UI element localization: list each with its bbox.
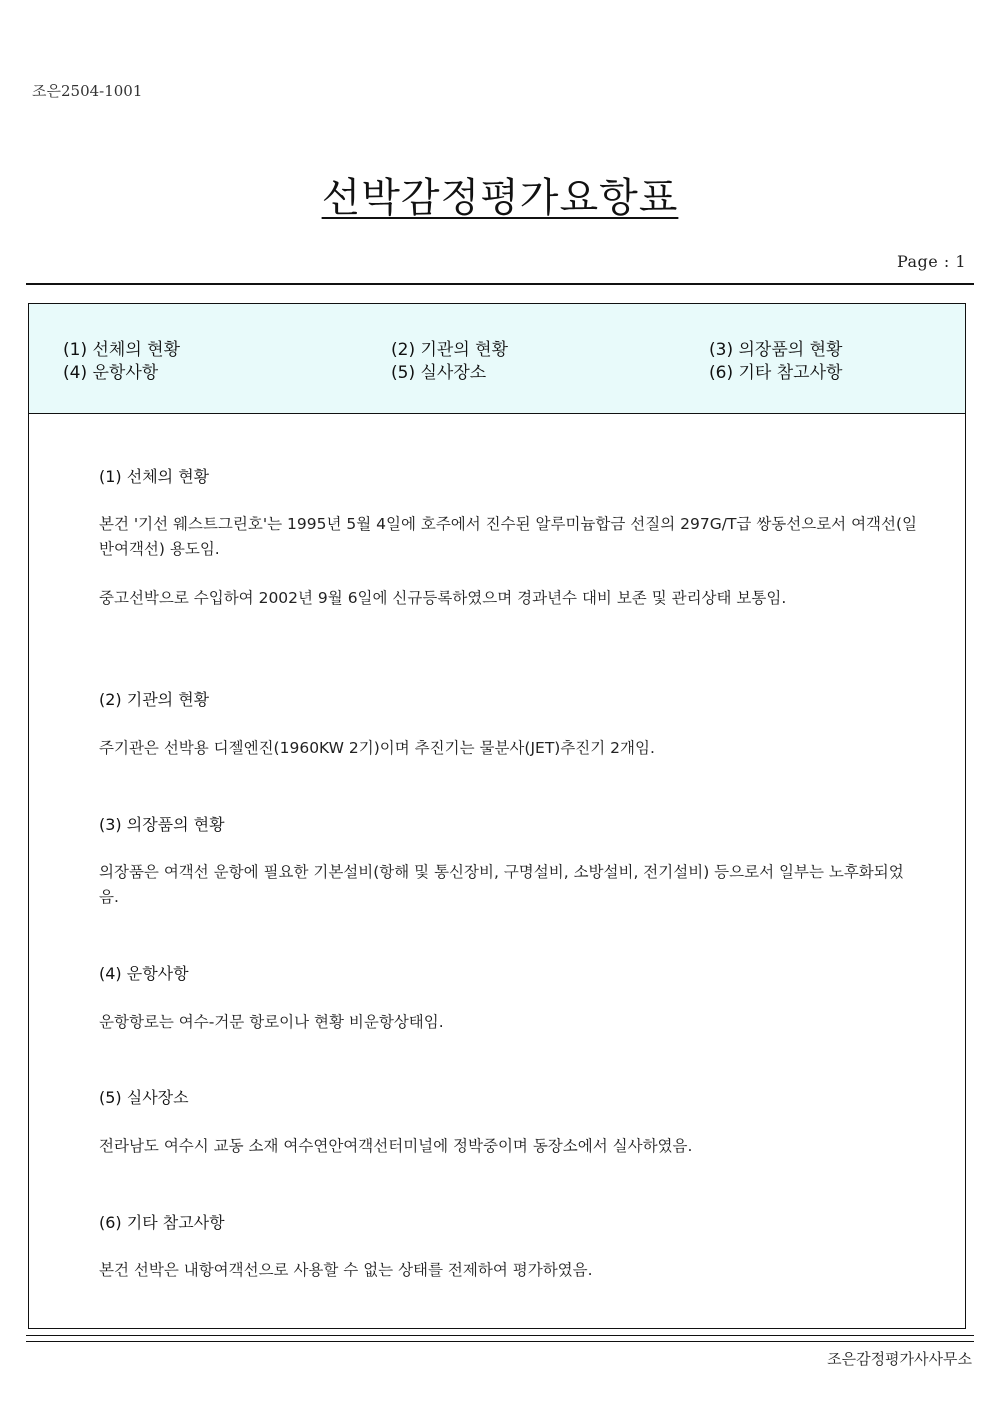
page-indicator: Page : 1 bbox=[896, 252, 966, 271]
toc-item-other-notes: (6) 기타 참고사항 bbox=[709, 363, 843, 383]
footer-divider-top bbox=[26, 1335, 974, 1336]
toc-item-engine: (2) 기관의 현황 bbox=[391, 340, 508, 360]
section-heading-other-notes: (6) 기타 참고사항 bbox=[99, 1213, 225, 1232]
header-divider bbox=[26, 283, 974, 285]
content-frame bbox=[28, 303, 966, 1329]
section-paragraph-hull-1: 본건 '기선 웨스트그린호'는 1995년 5월 4일에 호주에서 진수된 알루미늄합금 선질의 297G/T급 쌍동선으로서 여객선(일반여객선) 용도임. bbox=[99, 515, 918, 558]
toc-item-operation: (4) 운항사항 bbox=[63, 363, 159, 383]
section-paragraph-hull-2: 중고선박으로 수입하여 2002년 9월 6일에 신규등록하였으며 경과년수 대비 보존 및 관리상태 보통임. bbox=[99, 589, 787, 607]
toc-item-hull: (1) 선체의 현황 bbox=[63, 340, 180, 360]
section-paragraph-engine: 주기관은 선박용 디젤엔진(1960KW 2기)이며 추진기는 물분사(JET)추진기 2개임. bbox=[99, 739, 655, 757]
section-heading-inspection-site: (5) 실사장소 bbox=[99, 1088, 189, 1107]
section-paragraph-inspection-site: 전라남도 여수시 교동 소재 여수연안여객선터미널에 정박중이며 동장소에서 실사하였음. bbox=[99, 1137, 693, 1155]
section-paragraph-other-notes: 본건 선박은 내항여객선으로 사용할 수 없는 상태를 전제하여 평가하였음. bbox=[99, 1261, 593, 1279]
section-heading-engine: (2) 기관의 현황 bbox=[99, 690, 210, 709]
document-title bbox=[0, 166, 1000, 223]
table-of-contents bbox=[29, 304, 965, 414]
toc-item-inspection-site: (5) 실사장소 bbox=[391, 363, 487, 383]
footer-divider-bottom bbox=[26, 1341, 974, 1342]
section-paragraph-operation: 운항항로는 여수-거문 항로이나 현황 비운항상태임. bbox=[99, 1013, 444, 1031]
section-heading-operation: (4) 운항사항 bbox=[99, 964, 189, 983]
section-heading-hull: (1) 선체의 현황 bbox=[99, 467, 210, 486]
document-title-text: 선박감정평가요항표 bbox=[321, 175, 679, 221]
document-number: 조은2504-1001 bbox=[32, 82, 143, 100]
footer-organization: 조은감정평가사사무소 bbox=[827, 1350, 972, 1368]
toc-item-equipment: (3) 의장품의 현황 bbox=[709, 340, 843, 360]
section-paragraph-equipment: 의장품은 여객선 운항에 필요한 기본설비(항해 및 통신장비, 구명설비, 소방설비, 전기설비) 등으로서 일부는 노후화되었음. bbox=[99, 863, 904, 906]
section-heading-equipment: (3) 의장품의 현황 bbox=[99, 815, 225, 834]
